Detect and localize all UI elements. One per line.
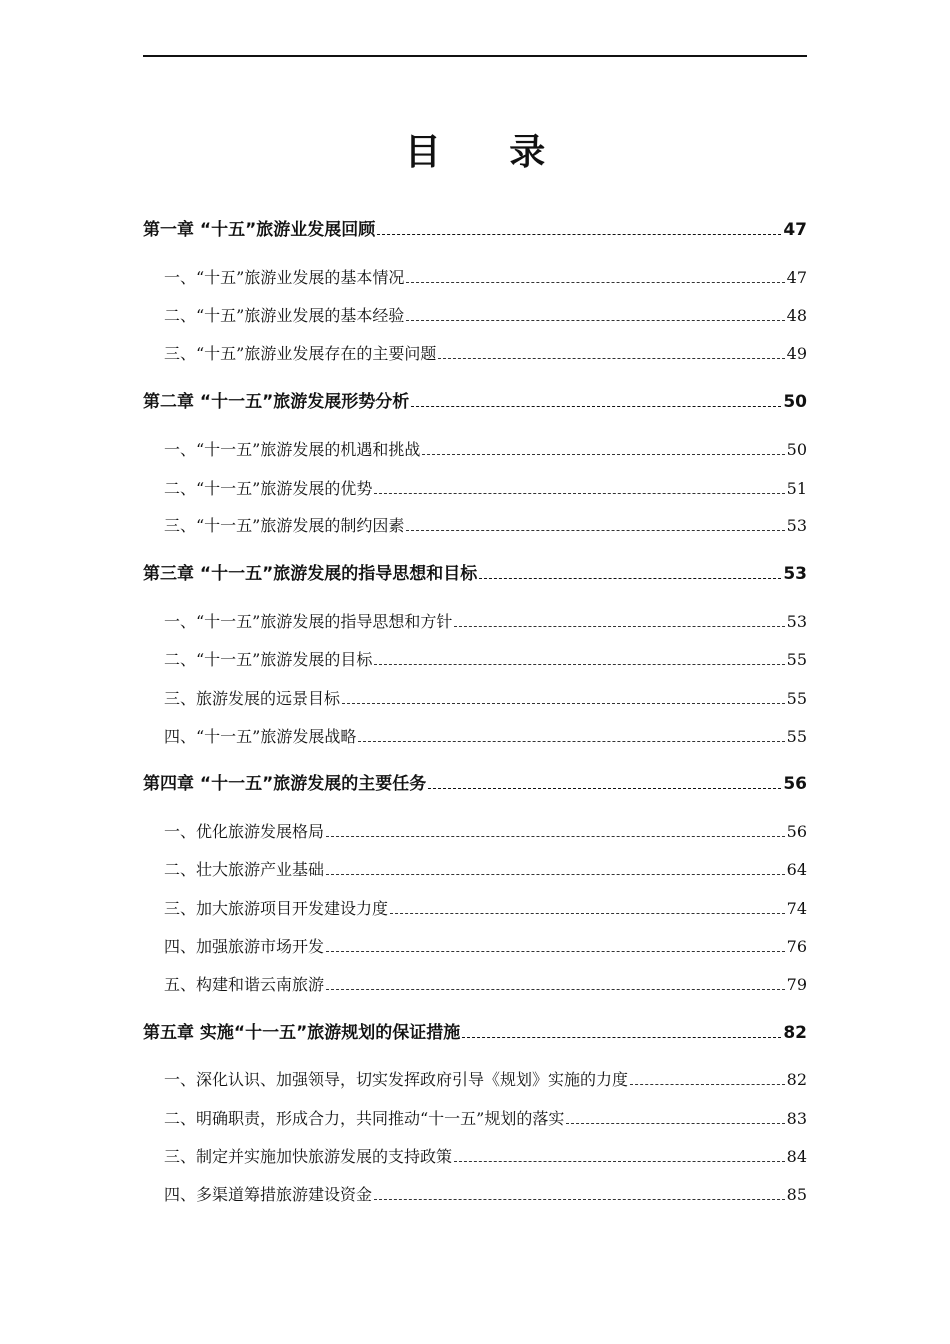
toc-dot-leader (428, 788, 781, 789)
toc-page-number: 53 (783, 564, 807, 584)
toc-dot-leader (326, 951, 785, 952)
toc-page-number: 51 (786, 479, 807, 498)
toc-entry-label: 二、“十一五”旅游发展的优势 (164, 479, 373, 498)
toc-entry-label: 二、明确职责，形成合力，共同推动“十一五”规划的落实 (164, 1109, 565, 1128)
toc-section-entry[interactable] (143, 609, 807, 635)
toc-entry-label: 一、“十一五”旅游发展的机遇和挑战 (164, 440, 421, 459)
toc-dot-leader (374, 493, 784, 494)
toc-dot-leader (406, 320, 784, 321)
toc-section-entry[interactable] (143, 857, 807, 883)
toc-chapter-entry[interactable] (143, 561, 807, 587)
toc-dot-leader (630, 1084, 785, 1085)
toc-entry-label: 第三章 “十一五”旅游发展的指导思想和目标 (143, 564, 478, 584)
toc-page-number: 53 (786, 516, 807, 535)
toc-page-number: 50 (783, 392, 807, 412)
toc-dot-leader (454, 1161, 785, 1162)
toc-section-entry[interactable] (143, 819, 807, 845)
toc-dot-leader (358, 741, 784, 742)
toc-dot-leader (326, 874, 785, 875)
toc-page-number: 74 (786, 899, 807, 918)
toc-section-entry[interactable] (143, 341, 807, 367)
toc-section-entry[interactable] (143, 686, 807, 712)
toc-section-entry[interactable] (143, 934, 807, 960)
toc-page-number: 48 (786, 306, 807, 325)
toc-page-number: 49 (786, 344, 807, 363)
toc-dot-leader (454, 626, 784, 627)
toc-section-entry[interactable] (143, 724, 807, 750)
toc-entry-label: 一、“十五”旅游业发展的基本情况 (164, 268, 405, 287)
toc-page-number: 55 (786, 727, 807, 746)
toc-page-number: 83 (786, 1109, 807, 1128)
toc-entry-label: 三、旅游发展的远景目标 (164, 689, 341, 708)
toc-section-entry[interactable] (143, 647, 807, 673)
toc-dot-leader (406, 282, 784, 283)
toc-page-number: 53 (786, 612, 807, 631)
toc-dot-leader (479, 578, 781, 579)
toc-page-number: 76 (786, 937, 807, 956)
toc-section-entry[interactable] (143, 437, 807, 463)
toc-page-number: 85 (786, 1185, 807, 1204)
toc-chapter-entry[interactable] (143, 1020, 807, 1046)
toc-section-entry[interactable] (143, 1144, 807, 1170)
toc-page-number: 56 (783, 774, 807, 794)
toc-dot-leader (566, 1123, 784, 1124)
toc-page-number: 82 (786, 1070, 807, 1089)
toc-dot-leader (326, 989, 785, 990)
toc-page-number: 55 (786, 689, 807, 708)
toc-dot-leader (411, 406, 781, 407)
toc-page-number: 56 (786, 822, 807, 841)
toc-entry-label: 四、“十一五”旅游发展战略 (164, 727, 357, 746)
toc-entry-label: 第二章 “十一五”旅游发展形势分析 (143, 392, 410, 412)
toc-page-number: 47 (783, 220, 807, 240)
toc-section-entry[interactable] (143, 265, 807, 291)
toc-page-number: 47 (786, 268, 807, 287)
toc-page-number: 84 (786, 1147, 807, 1166)
toc-dot-leader (438, 358, 784, 359)
toc-entry-label: 一、“十一五”旅游发展的指导思想和方针 (164, 612, 453, 631)
toc-section-entry[interactable] (143, 513, 807, 539)
toc-section-entry[interactable] (143, 1106, 807, 1132)
toc-entry-label: 三、加大旅游项目开发建设力度 (164, 899, 389, 918)
toc-page-number: 55 (786, 650, 807, 669)
page-title: 目 录 (404, 132, 574, 173)
toc-entry-label: 三、制定并实施加快旅游发展的支持政策 (164, 1147, 453, 1166)
toc-entry-label: 二、“十一五”旅游发展的目标 (164, 650, 373, 669)
toc-page-number: 82 (783, 1023, 807, 1043)
toc-dot-leader (406, 530, 784, 531)
toc-entry-label: 四、加强旅游市场开发 (164, 937, 325, 956)
toc-section-entry[interactable] (143, 896, 807, 922)
toc-page-number: 64 (786, 860, 807, 879)
toc-dot-leader (422, 454, 784, 455)
toc-entry-label: 第四章 “十一五”旅游发展的主要任务 (143, 774, 427, 794)
toc-section-entry[interactable] (143, 1182, 807, 1208)
toc-entry-label: 一、深化认识、加强领导，切实发挥政府引导《规划》实施的力度 (164, 1070, 629, 1089)
toc-entry-label: 四、多渠道筹措旅游建设资金 (164, 1185, 373, 1204)
toc-dot-leader (462, 1037, 781, 1038)
toc-chapter-entry[interactable] (143, 771, 807, 797)
toc-section-entry[interactable] (143, 303, 807, 329)
toc-entry-label: 二、“十五”旅游业发展的基本经验 (164, 306, 405, 325)
toc-chapter-entry[interactable] (143, 217, 807, 243)
toc-dot-leader (390, 913, 785, 914)
toc-section-entry[interactable] (143, 476, 807, 502)
toc-entry-label: 第五章 实施“十一五”旅游规划的保证措施 (143, 1023, 461, 1043)
toc-entry-label: 一、优化旅游发展格局 (164, 822, 325, 841)
toc-entry-label: 三、“十五”旅游业发展存在的主要问题 (164, 344, 437, 363)
toc-page-number: 50 (786, 440, 807, 459)
toc-entry-label: 三、“十一五”旅游发展的制约因素 (164, 516, 405, 535)
toc-dot-leader (374, 1199, 785, 1200)
toc-entry-label: 五、构建和谐云南旅游 (164, 975, 325, 994)
header-rule (143, 55, 807, 57)
toc-chapter-entry[interactable] (143, 389, 807, 415)
toc-page-number: 79 (786, 975, 807, 994)
toc-entry-label: 第一章 “十五”旅游业发展回顾 (143, 220, 376, 240)
toc-section-entry[interactable] (143, 1067, 807, 1093)
toc-dot-leader (342, 703, 785, 704)
toc-section-entry[interactable] (143, 972, 807, 998)
toc-dot-leader (374, 664, 784, 665)
toc-dot-leader (326, 836, 785, 837)
toc-entry-label: 二、壮大旅游产业基础 (164, 860, 325, 879)
toc-dot-leader (377, 234, 781, 235)
